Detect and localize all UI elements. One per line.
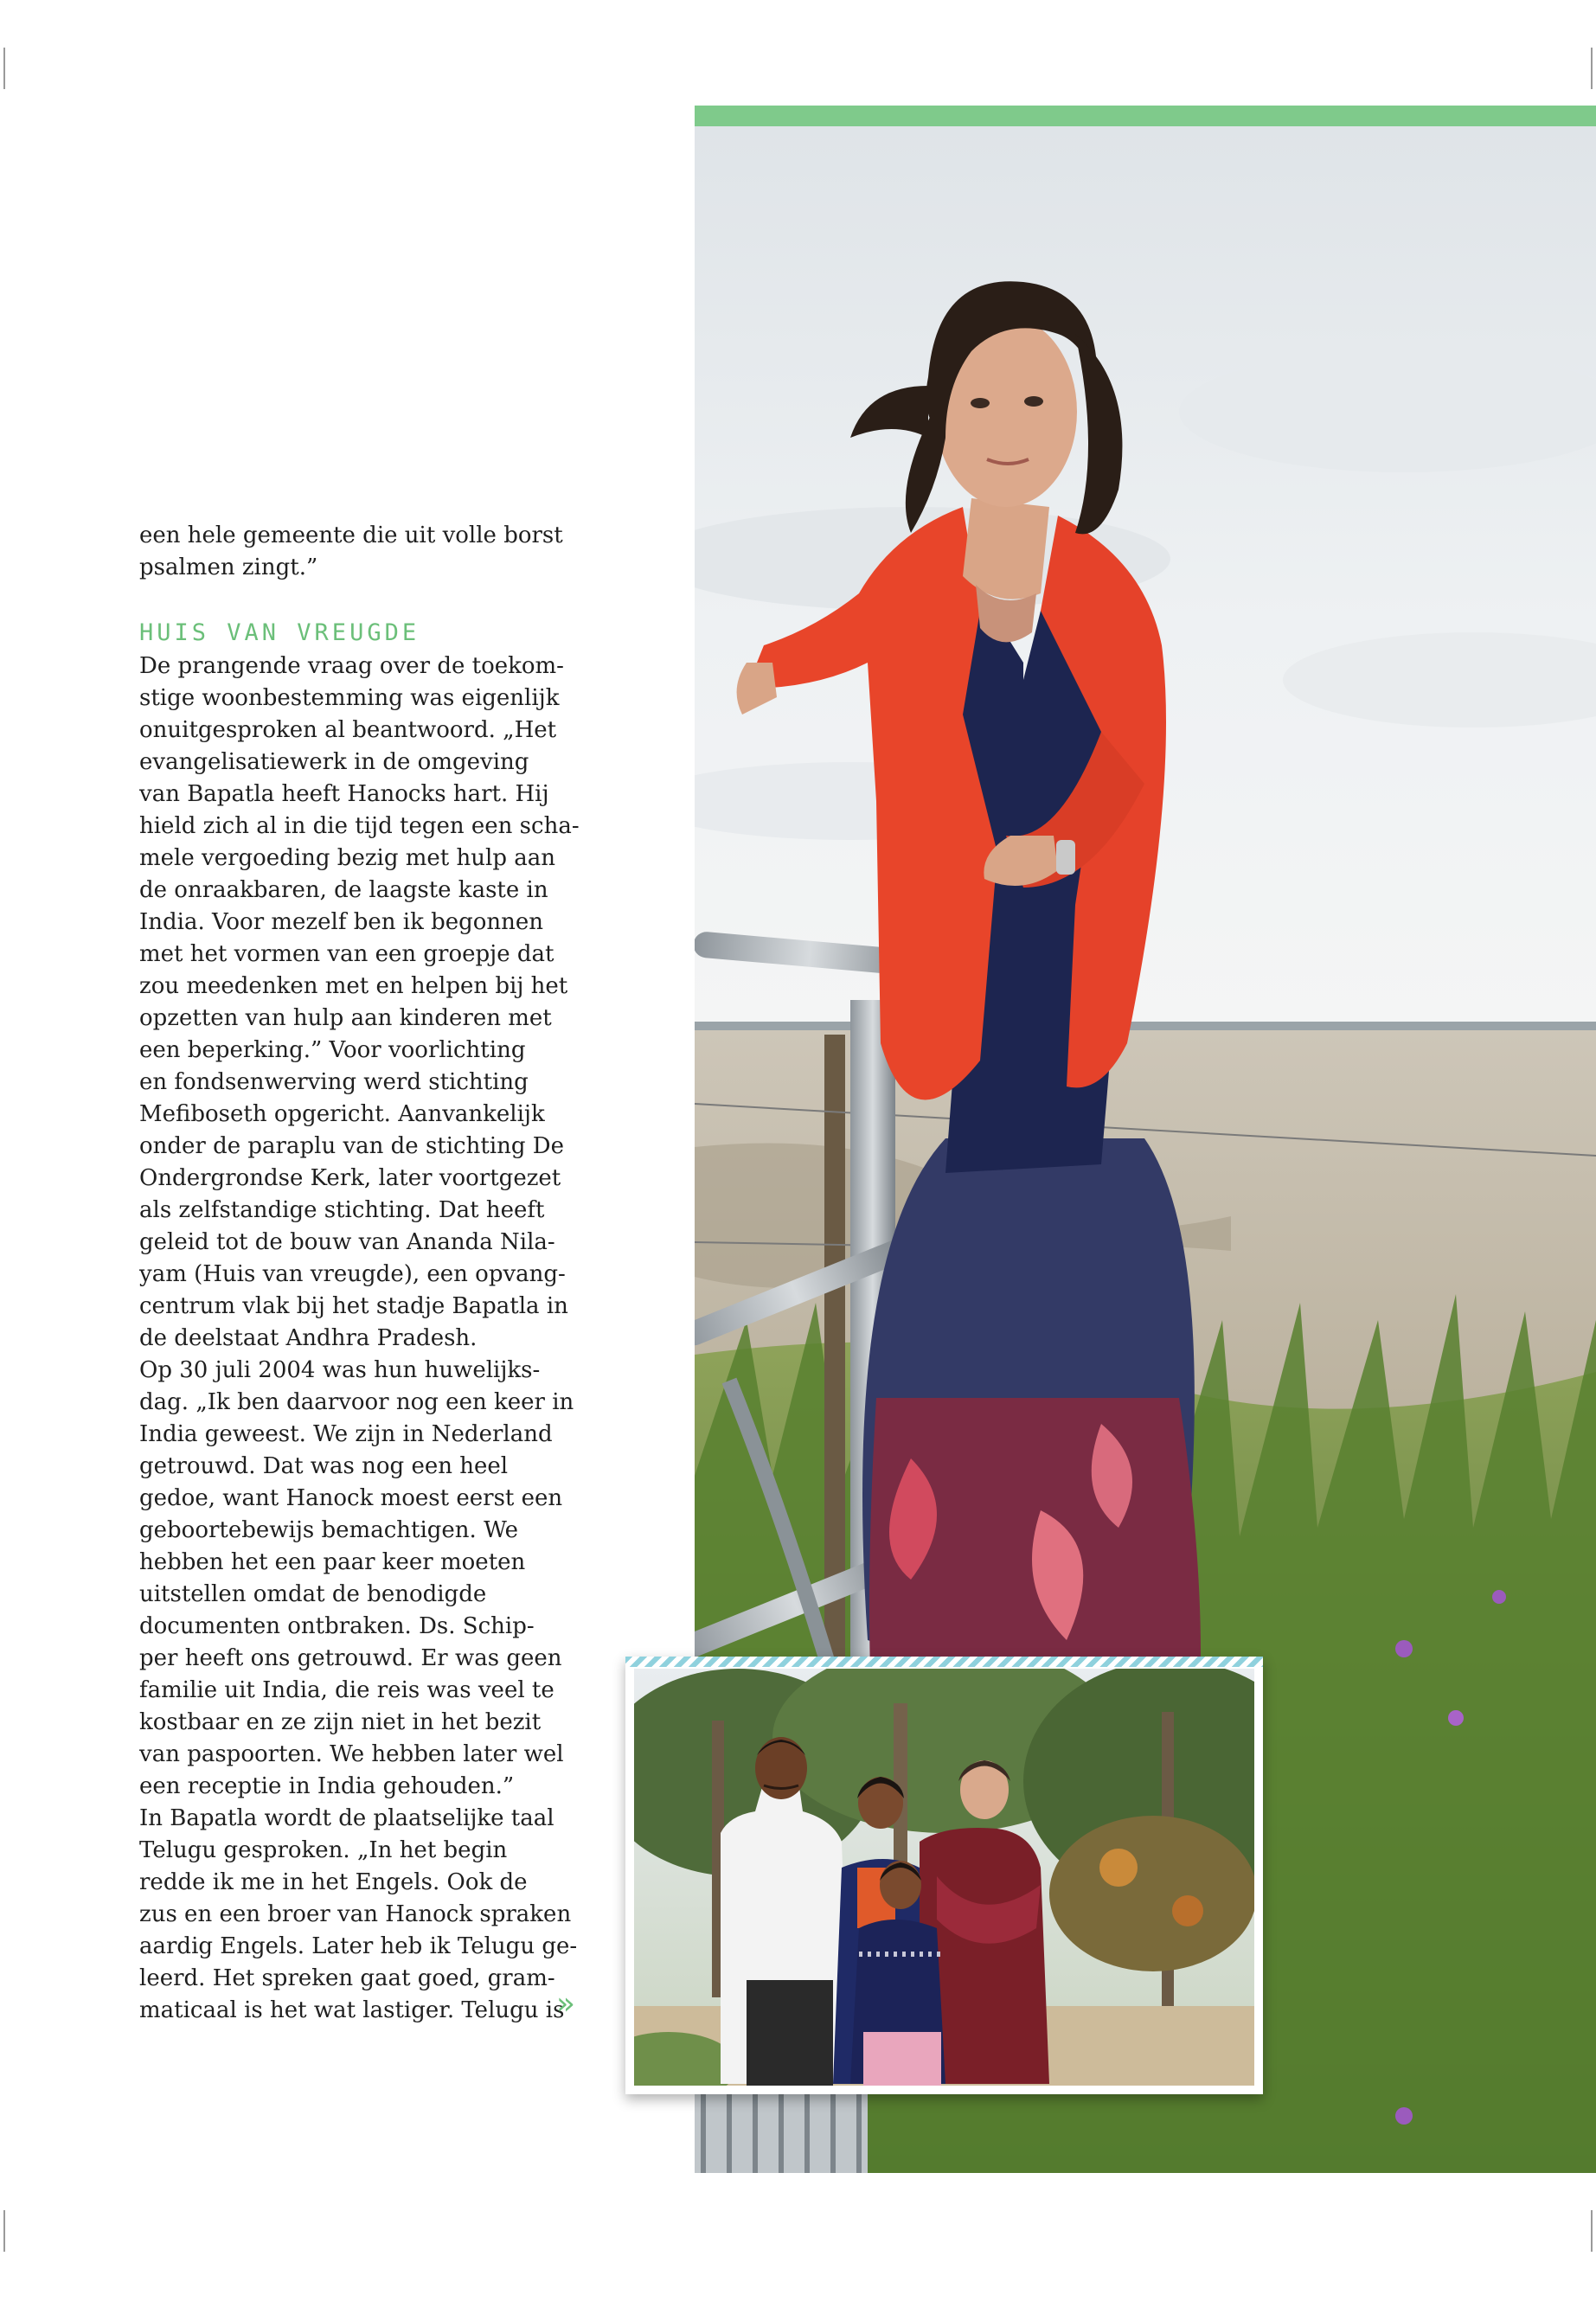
text-line: hield zich al in die tijd tegen een scha- [139,813,580,839]
text-line: met het vormen van een groepje dat [139,941,554,967]
text-line: aardig Engels. Later heb ik Telugu ge- [139,1933,578,1959]
intro-paragraph [139,520,563,584]
text-line: Op 30 juli 2004 was hun huwelijks- [139,1357,541,1383]
text-line: leerd. Het spreken gaat goed, gram- [139,1965,555,1991]
text-line: onuitgesproken al beantwoord. „Het [139,717,557,743]
text-line: documenten ontbraken. Ds. Schip- [139,1613,535,1639]
text-line: Mefiboseth opgericht. Aanvankelijk [139,1101,545,1127]
text-line: uitstellen omdat de benodigde [139,1581,487,1607]
text-line: en fondsenwerving werd stichting [139,1069,529,1095]
text-line: centrum vlak bij het stadje Bapatla in [139,1293,568,1319]
text-line: India. Voor mezelf ben ik begonnen [139,909,544,935]
body-paragraph [139,651,580,2027]
text-line: onder de paraplu van de stichting De [139,1133,565,1159]
crop-mark-top-left [3,48,5,89]
double-chevron-right-icon: » [556,1986,576,2022]
text-line: een receptie in India gehouden.” [139,1773,515,1799]
text-line: hebben het een paar keer moeten [139,1549,526,1575]
text-line: stige woonbestemming was eigenlijk [139,685,560,711]
text-line: opzetten van hulp aan kinderen met [139,1005,552,1031]
text-line: dag. „Ik ben daarvoor nog een keer in [139,1389,574,1415]
text-line: zou meedenken met en helpen bij het [139,973,568,999]
text-line: India geweest. We zijn in Nederland [139,1421,553,1447]
crop-mark-bottom-right [1591,2210,1593,2252]
text-line: redde ik me in het Engels. Ook de [139,1869,528,1895]
photo-accent-band [695,106,1596,126]
text-line: familie uit India, die reis was veel te [139,1677,554,1703]
family-inset-photo [634,1669,1254,2086]
text-line: kostbaar en ze zijn niet in het bezit [139,1709,542,1735]
text-line: yam (Huis van vreugde), een opvang- [139,1261,566,1287]
section-heading: HUIS VAN VREUGDE [139,619,420,646]
crop-mark-top-right [1591,48,1593,89]
text-line: getrouwd. Dat was nog een heel [139,1453,509,1479]
text-line: de onraakbaren, de laagste kaste in [139,877,548,903]
text-line: geboortebewijs bemachtigen. We [139,1517,519,1543]
inset-stripe-decoration [625,1657,1263,1667]
inset-photo-frame [625,1657,1263,2094]
text-line: Telugu gesproken. „In het begin [139,1837,508,1863]
text-line: maticaal is het wat lastiger. Telugu is [139,1997,565,2023]
text-line: gedoe, want Hanock moest eerst een [139,1485,563,1511]
text-line: psalmen zingt.” [139,554,318,580]
text-line: In Bapatla wordt de plaatselijke taal [139,1805,554,1831]
article-text-column [139,520,580,2027]
text-line: van Bapatla heeft Hanocks hart. Hij [139,781,549,807]
text-line: de deelstaat Andhra Pradesh. [139,1325,478,1351]
text-line: een beperking.” Voor voorlichting [139,1037,526,1063]
text-line: mele vergoeding bezig met hulp aan [139,845,555,871]
text-line: een hele gemeente die uit volle borst [139,522,563,548]
text-line: zus en een broer van Hanock spraken [139,1901,572,1927]
text-line: Ondergrondse Kerk, later voortgezet [139,1165,561,1191]
crop-mark-bottom-left [3,2210,5,2252]
text-line: evangelisatiewerk in de omgeving [139,749,529,775]
text-line: als zelfstandige stichting. Dat heeft [139,1197,545,1223]
text-line: De prangende vraag over de toekom- [139,653,564,679]
text-line: per heeft ons getrouwd. Er was geen [139,1645,562,1671]
text-line: van paspoorten. We hebben later wel [139,1741,564,1767]
text-line: geleid tot de bouw van Ananda Nila- [139,1229,555,1255]
